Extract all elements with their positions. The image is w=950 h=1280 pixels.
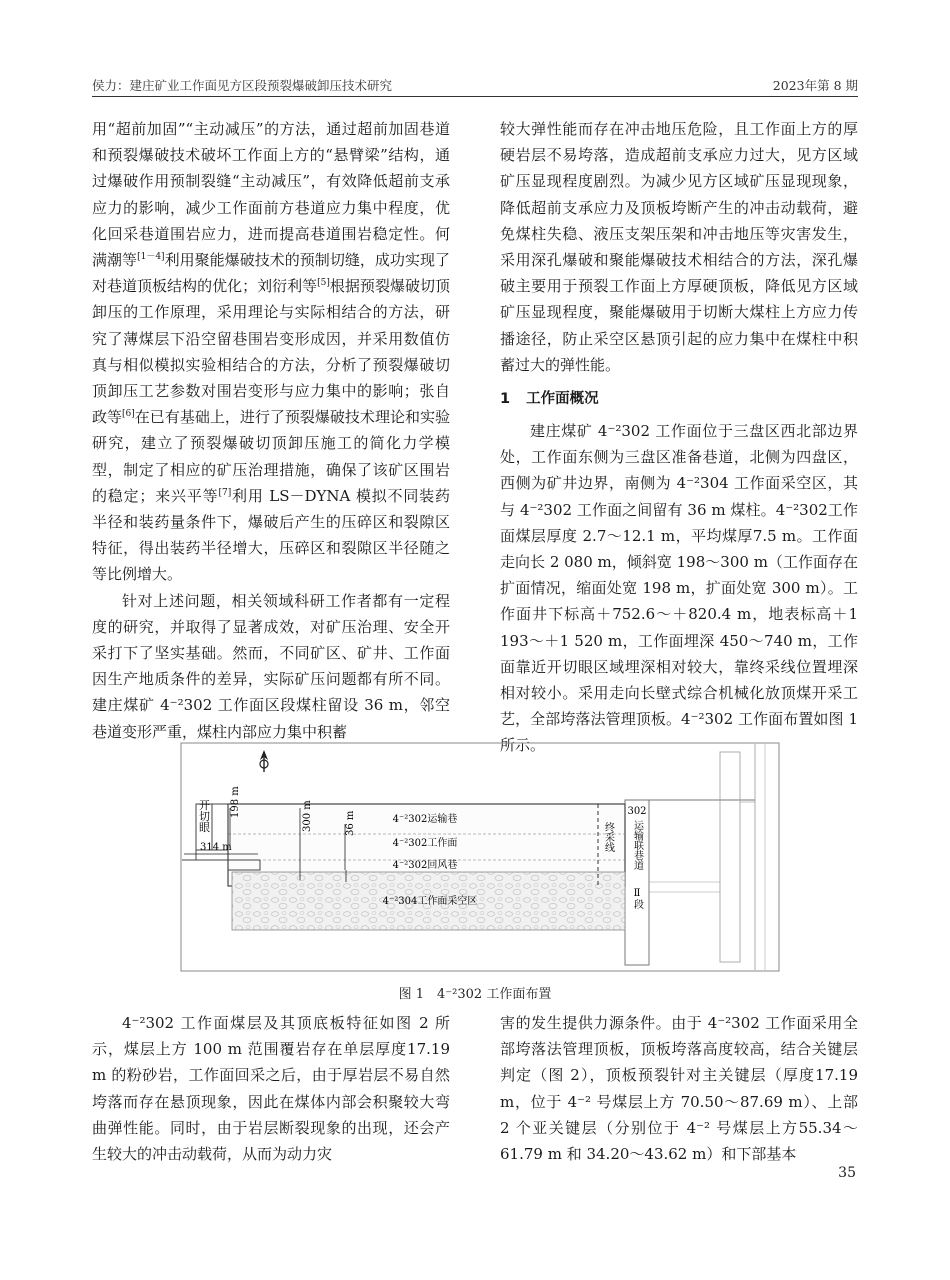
- paragraph: 较大弹性能而存在冲击地压危险，且工作面上方的厚硬岩层不易垮落，造成超前支承应力过大，见方区域矿压显现程度剧烈。为减少见方区域矿压显现现象，降低超前支承应力及顶板垮断产生的冲击动载荷，避免煤柱失稳、液压支架压架和冲击地压等灾害发生，采用深孔爆破和聚能爆破技术相结合的方法，深孔爆破主要用于预裂工作面上方厚硬顶板，降低见方区域矿压显现程度，聚能爆破用于切断大煤柱上方应力传播途径，防止采空区悬顶引起的应力集中在煤柱中积蓄过大的弹性能。: [500, 120, 858, 374]
- dim-300: 300 m: [302, 800, 313, 832]
- page-number: 35: [838, 1165, 856, 1181]
- header-title: 侯力：建庄矿业工作面见方区段预裂爆破卸压技术研究: [92, 78, 393, 93]
- figure-caption: 图 1 4⁻²302 工作面布置: [398, 987, 552, 1002]
- label-302: 302: [627, 806, 647, 817]
- label-goaf-304: 4⁻²304工作面采空区: [382, 896, 478, 907]
- dim-198: 198 m: [230, 786, 241, 818]
- dim-314: 314 m: [200, 842, 232, 853]
- running-header: [92, 74, 858, 97]
- paragraph: 4⁻²302 工作面煤层及其顶底板特征如图 2 所示，煤层上方 100 m 范围覆岩存在单层厚度17.19 m 的粉砂岩，工作面回采之后，由于厚岩层不易自然垮落而存在悬顶现象，因此在煤体内部会积聚较大弯曲弹性能。同时，由于岩层断裂现象的出现，还会产生较大的冲击动载荷，从而为动力灾: [92, 1014, 450, 1164]
- column-left-top: [92, 116, 450, 745]
- label-return-roadway: 4⁻²302回风巷: [392, 860, 458, 871]
- north-arrow-icon: [260, 750, 268, 772]
- label-transport-roadway: 4⁻²302运输巷: [392, 814, 458, 825]
- section-title: 工作面概况: [526, 391, 599, 408]
- label-end-line: 终采线: [602, 822, 614, 852]
- label-connect-roadway: 运输联巷道: [631, 820, 643, 870]
- citation[interactable]: [6]: [122, 409, 135, 420]
- column-right-top: [500, 116, 858, 759]
- citation[interactable]: [7]: [218, 487, 232, 498]
- figure-1-layout: [180, 742, 780, 972]
- paragraph: 用“超前加固”“主动减压”的方法，通过超前加固巷道和预裂爆破技术破坏工作面上方的“悬臂梁”结构，通过爆破作用预制裂缝“主动减压”，有效降低超前支承应力的影响，减少工作面前方巷道应力集中程度，优化回采巷道围岩应力，进而提高巷道围岩稳定性。何满潮等[1－4]利用聚能爆破技术的预制切缝，成功实现了对巷道顶板结构的优化；刘衍利等[5]根据预裂爆破切顶卸压的工作原理，采用理论与实际相结合的方法，研究了薄煤层下沿空留巷围岩变形成因，并采用数值仿真与相似模拟实验相结合的方法，分析了预裂爆破切顶卸压工艺参数对围岩变形与应力集中的影响；张自政等[6]在已有基础上，进行了预裂爆破技术理论和实验研究，建立了预裂爆破切顶卸压施工的简化力学模型，制定了相应的矿压治理措施，确保了该矿区围岩的稳定；来兴平等[7]利用 LS－DYNA 模拟不同装药半径和装药量条件下，爆破后产生的压碎区和裂隙区特征，得出装药半径增大，压碎区和裂隙区半径随之等比例增大。: [92, 120, 450, 584]
- label-kaiqieyan: 开切眼: [197, 799, 211, 833]
- citation[interactable]: [1－4]: [137, 252, 165, 263]
- section-number: 1: [500, 391, 511, 408]
- paragraph: 害的发生提供力源条件。由于 4⁻²302 工作面采用全部垮落法管理顶板，顶板垮落高度较高，结合关键层判定（图 2），顶板预裂针对主关键层（厚度17.19 m，位于 4⁻² 号煤层上方 70.50～87.69 m）、上部 2 个亚关键层（分别位于 4⁻² 号煤层上方55.34～61.79 m 和 34.20～43.62 m）和下部基本: [500, 1014, 858, 1164]
- citation[interactable]: [5]: [317, 278, 330, 289]
- column-right-bottom: [500, 1010, 858, 1167]
- paragraph: 针对上述问题，相关领域科研工作者都有一定程度的研究，并取得了显著成效，对矿压治理、安全开采打下了坚实基础。然而，不同矿区、矿井、工作面因生产地质条件的差异，实际矿压问题都有所不同。建庄煤矿 4⁻²302 工作面区段煤柱留设 36 m，邻空巷道变形严重，煤柱内部应力集中积蓄: [92, 591, 450, 741]
- header-issue: 2023年第 8 期: [772, 78, 858, 93]
- dim-36: 36 m: [345, 810, 356, 836]
- label-working-face: 4⁻²302工作面: [392, 838, 458, 849]
- label-segment: Ⅱ段: [631, 888, 643, 909]
- paragraph: 建庄煤矿 4⁻²302 工作面位于三盘区西北部边界处，工作面东侧为三盘区准备巷道，北侧为四盘区，西侧为矿井边界，南侧为 4⁻²304 工作面采空区，其与 4⁻²302 工作面之间留有 36 m 煤柱。4⁻²302工作面煤层厚度 2.7～12.1 m，平均煤厚7.5 m。工作面走向长 2 080 m，倾斜宽 198～300 m（工作面存在扩面情况，缩面处宽 198 m，扩面处宽 300 m）。工作面井下标高＋752.6～＋820.4 m，地表标高＋1 193～＋1 520 m，工作面埋深 450～740 m，工作面靠近开切眼区域埋深相对较大，靠终采线位置埋深相对较小。采用走向长壁式综合机械化放顶煤开采工艺，全部垮落法管理顶板。4⁻²302 工作面布置如图 1 所示。: [500, 422, 858, 755]
- section-heading: [500, 384, 858, 414]
- column-left-bottom: [92, 1010, 450, 1167]
